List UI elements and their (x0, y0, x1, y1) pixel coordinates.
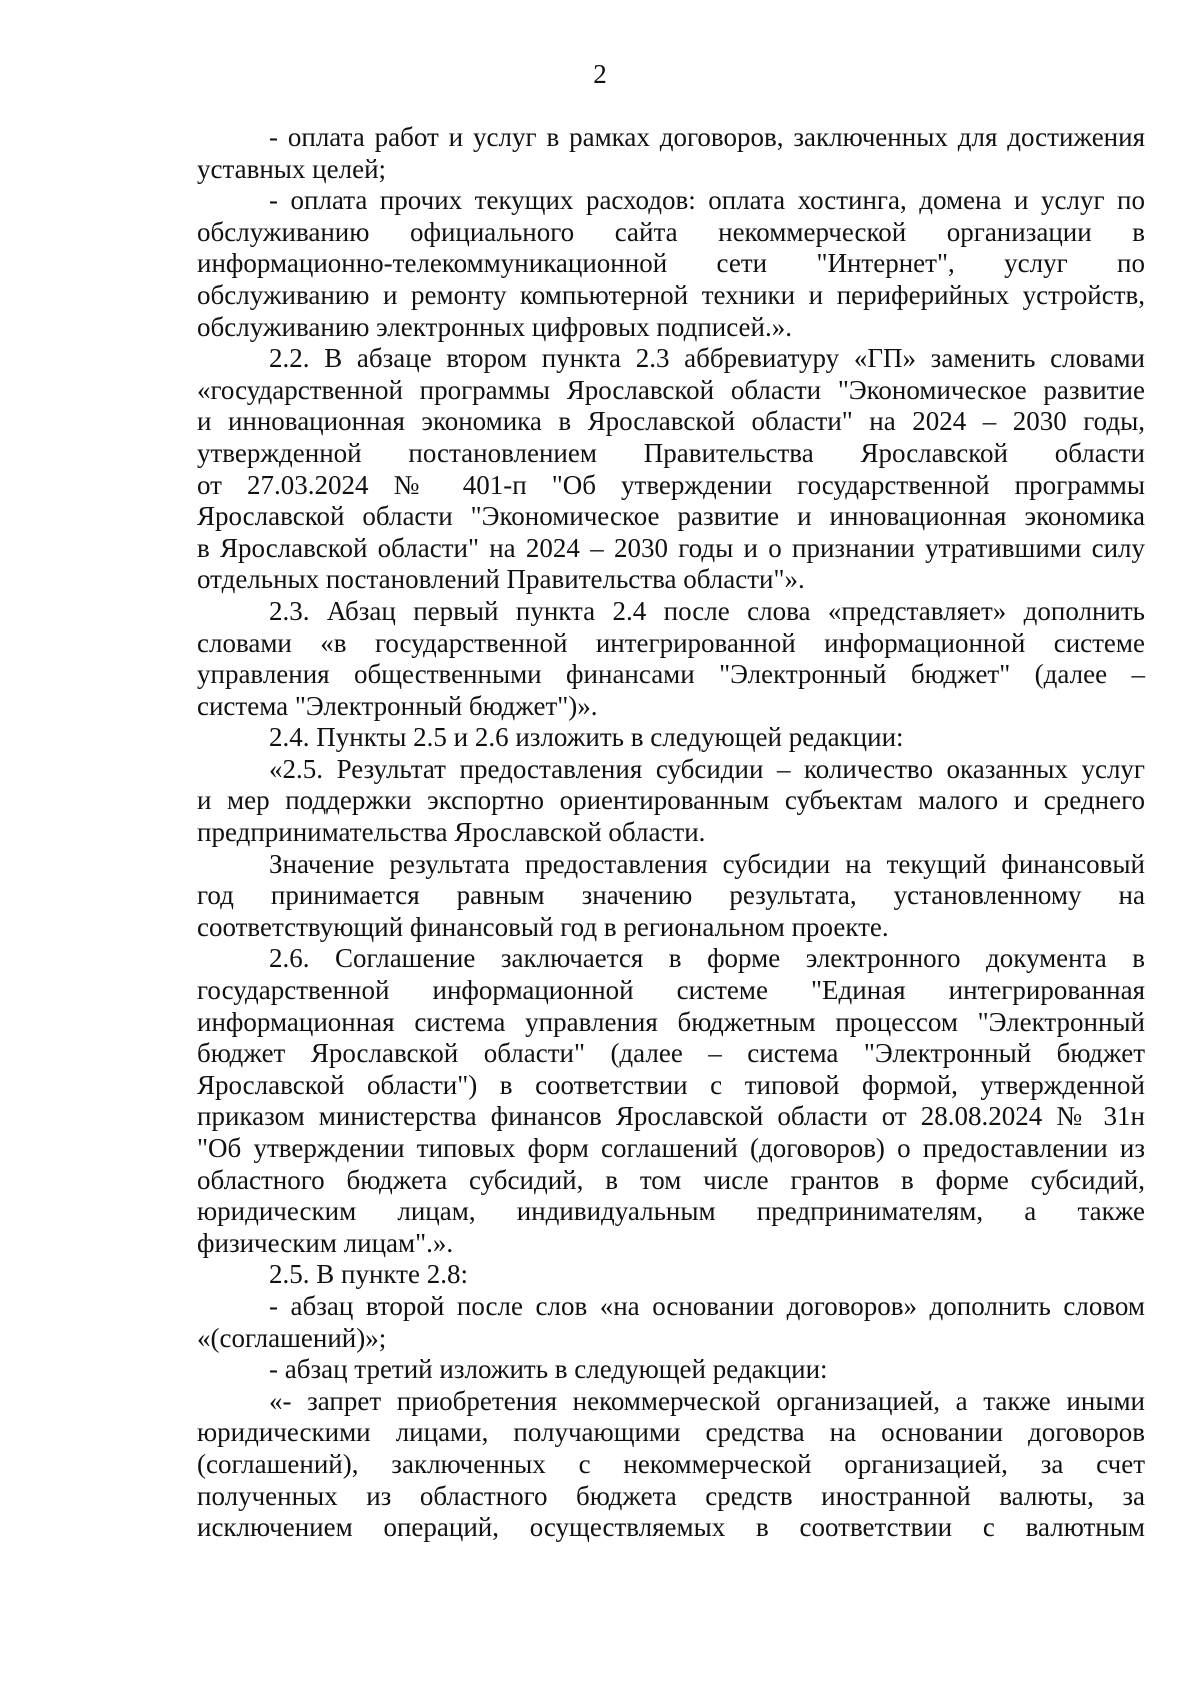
text-line: система "Электронный бюджет")». (197, 690, 598, 721)
text-line: 2.5. В пункте 2.8: (269, 1259, 468, 1290)
text-line: приказом министерства финансов Ярославской области от 28.08.2024 № 31н (197, 1101, 1145, 1132)
text-line: государственной информационной системе "Единая интегрированная (197, 975, 1145, 1006)
page-number: 2 (593, 59, 607, 89)
text-line: 2.3. Абзац первый пункта 2.4 после слова «представляет» дополнить (269, 595, 1145, 626)
document-body (197, 122, 1145, 1544)
text-line: "Об утверждении типовых форм соглашений (договоров) о предоставлении из (197, 1133, 1145, 1163)
text-line: - абзац третий изложить в следующей редакции: (269, 1354, 828, 1385)
text-line: Ярославской области") в соответствии с типовой формой, утвержденной (197, 1069, 1145, 1100)
text-line: исключением операций, осуществляемых в соответствии с валютным (197, 1512, 1145, 1543)
text-line: утвержденной постановлением Правительства Ярославской области (197, 437, 1145, 468)
text-line: физическим лицам".». (197, 1227, 454, 1258)
text-line: полученных из областного бюджета средств иностранной валюты, за (197, 1480, 1145, 1511)
text-line: обслуживанию электронных цифровых подписей.». (197, 311, 792, 342)
text-line: отдельных постановлений Правительства области"». (197, 564, 805, 595)
text-line: обслуживанию и ремонту компьютерной техники и периферийных устройств, (197, 279, 1145, 310)
text-line: - абзац второй после слов «на основании договоров» дополнить словом (269, 1290, 1145, 1321)
text-line: 2.2. В абзаце втором пункта 2.3 аббревиатуру «ГП» заменить словами (269, 343, 1145, 374)
text-line: от 27.03.2024 № 401-п "Об утверждении государственной программы (197, 469, 1145, 500)
text-line: предпринимательства Ярославской области. (197, 817, 706, 848)
text-line: 2.6. Соглашение заключается в форме электронного документа в (269, 943, 1145, 974)
text-line: Ярославской области "Экономическое развитие и инновационная экономика (197, 501, 1145, 532)
text-line: уставных целей; (197, 153, 387, 184)
text-line: «(соглашений)»; (197, 1322, 387, 1353)
text-line: юридическим лицам, индивидуальным предпринимателям, а также (197, 1196, 1145, 1227)
text-line: «государственной программы Ярославской области "Экономическое развитие (197, 374, 1145, 405)
text-line: и мер поддержки экспортно ориентированным субъектам малого и среднего (197, 785, 1145, 816)
text-line: - оплата работ и услуг в рамках договоров, заключенных для достижения (269, 122, 1145, 152)
text-line: 2.4. Пункты 2.5 и 2.6 изложить в следующей редакции: (269, 722, 904, 753)
text-line: - оплата прочих текущих расходов: оплата хостинга, домена и услуг по (269, 185, 1145, 216)
text-line: словами «в государственной интегрированной информационной системе (197, 627, 1145, 658)
text-line: юридическими лицами, получающими средства на основании договоров (197, 1417, 1145, 1448)
text-line: (соглашений), заключенных с некоммерческой организацией, за счет (197, 1448, 1145, 1479)
text-line: Значение результата предоставления субсидии на текущий финансовый (269, 848, 1145, 879)
text-line: управления общественными финансами "Электронный бюджет" (далее – (197, 659, 1145, 690)
text-line: и инновационная экономика в Ярославской области" на 2024 – 2030 годы, (197, 406, 1145, 437)
text-line: «2.5. Результат предоставления субсидии – количество оказанных услуг (269, 753, 1145, 784)
text-line: год принимается равным значению результата, установленному на (197, 880, 1145, 911)
text-line: в Ярославской области" на 2024 – 2030 годы и о признании утратившими силу (197, 532, 1145, 563)
text-line: соответствующий финансовый год в региональном проекте. (197, 911, 889, 942)
text-line: «- запрет приобретения некоммерческой организацией, а также иными (269, 1385, 1145, 1416)
text-line: информационно-телекоммуникационной сети "Интернет", услуг по (197, 248, 1145, 279)
text-line: обслуживанию официального сайта некоммерческой организации в (197, 216, 1145, 247)
text-line: областного бюджета субсидий, в том числе грантов в форме субсидий, (197, 1164, 1145, 1195)
text-line: информационная система управления бюджетным процессом "Электронный (197, 1006, 1145, 1037)
text-line: бюджет Ярославской области" (далее – система "Электронный бюджет (197, 1038, 1145, 1069)
